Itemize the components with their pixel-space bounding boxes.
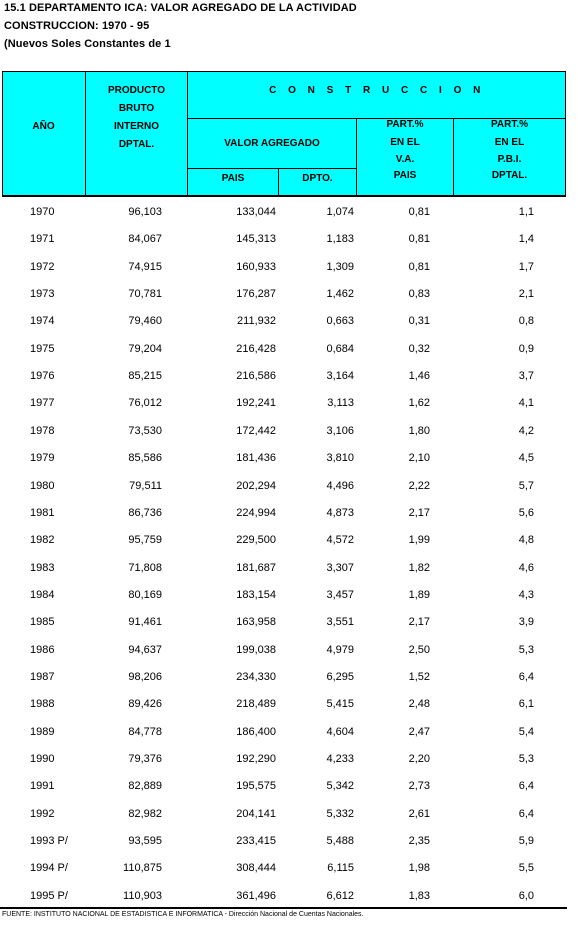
cell-part-va: 2,50 (408, 643, 430, 656)
cell-year: 1979 (30, 452, 55, 465)
header-pbi-line: INTERNO (114, 121, 159, 132)
cell-part-pbi: 2,1 (518, 288, 534, 301)
cell-part-pbi: 5,3 (518, 753, 534, 765)
cell-pais: 199,038 (236, 643, 276, 656)
table-row (0, 254, 578, 281)
table-row (0, 390, 578, 417)
cell-pais: 192,290 (236, 753, 276, 765)
cell-part-pbi: 1,1 (518, 206, 534, 218)
cell-pais: 202,294 (236, 479, 276, 492)
cell-dpto: 4,979 (326, 643, 354, 656)
cell-pais: 204,141 (236, 807, 276, 820)
cell-pais: 163,958 (236, 616, 276, 629)
cell-year: 1988 (30, 698, 55, 711)
cell-part-pbi: 3,9 (518, 616, 534, 629)
header-pbi-line: BRUTO (118, 103, 155, 114)
cell-part-pbi: 5,9 (518, 835, 534, 848)
cell-year: 1989 (30, 725, 55, 738)
cell-year: 1985 (30, 616, 55, 629)
cell-pbi: 79,511 (129, 479, 162, 492)
cell-part-pbi: 4,2 (518, 424, 534, 437)
cell-pais: 216,428 (236, 342, 276, 355)
cell-pbi: 79,376 (128, 753, 162, 765)
table-row (0, 308, 578, 335)
table-row (0, 637, 578, 664)
cell-dpto: 3,457 (326, 588, 354, 601)
cell-part-va: 0,81 (408, 233, 430, 246)
cell-pais: 160,933 (236, 260, 276, 273)
cell-year: 1975 (30, 342, 55, 355)
cell-part-pbi: 1,4 (518, 233, 534, 246)
cell-pbi: 98,206 (128, 670, 162, 683)
cell-pais: 195,575 (236, 780, 276, 793)
cell-pais: 181,436 (236, 452, 276, 465)
table-title: 15.1 DEPARTAMENTO ICA: VALOR AGREGADO DE LA ACTIVIDAD (4, 2, 357, 14)
cell-pbi: 93,595 (128, 835, 162, 848)
cell-part-va: 1,89 (408, 588, 430, 601)
cell-pbi: 80,169 (128, 588, 162, 601)
header-anio: AÑO (32, 121, 55, 132)
cell-year: 1972 (30, 260, 55, 273)
cell-pais: 234,330 (236, 670, 276, 683)
cell-dpto: 1,074 (326, 206, 354, 218)
cell-dpto: 0,684 (326, 342, 354, 355)
cell-pbi: 110,875 (123, 862, 162, 875)
header-part-pbi-line: EN EL (494, 137, 525, 148)
cell-part-pbi: 5,3 (518, 643, 534, 656)
header-pbi-line: PRODUCTO (107, 85, 166, 96)
cell-pais: 181,687 (236, 561, 276, 574)
table-row (0, 226, 578, 253)
table-row (0, 664, 578, 691)
cell-dpto: 4,604 (326, 725, 354, 738)
cell-part-va: 0,81 (408, 206, 430, 218)
header-part-va-line: EN EL (390, 137, 420, 148)
cell-part-va: 1,46 (408, 370, 430, 383)
cell-dpto: 3,106 (326, 424, 354, 437)
cell-year: 1994 P/ (30, 862, 68, 875)
header-dpto: DPTO. (302, 173, 333, 184)
cell-pbi: 82,982 (128, 807, 162, 820)
cell-pais: 361,496 (236, 889, 276, 902)
table-row (0, 555, 578, 582)
cell-part-va: 1,99 (408, 534, 430, 547)
cell-pais: 176,287 (236, 288, 276, 301)
table-row (0, 582, 578, 609)
cell-pais: 308,444 (236, 862, 276, 875)
table-row (0, 445, 578, 472)
cell-dpto: 4,873 (326, 506, 354, 519)
cell-pbi: 89,426 (128, 698, 162, 711)
cell-part-va: 1,62 (408, 397, 430, 410)
cell-pais: 216,586 (236, 370, 276, 383)
cell-part-va: 2,22 (408, 479, 430, 492)
cell-pbi: 70,781 (128, 288, 162, 301)
cell-part-va: 2,35 (408, 835, 430, 848)
table-row (0, 363, 578, 390)
cell-year: 1984 (30, 588, 55, 601)
table-subtitle: CONSTRUCCION: 1970 - 95 (4, 20, 150, 32)
cell-pbi: 74,915 (128, 260, 162, 273)
cell-pbi: 91,461 (128, 616, 162, 629)
cell-pais: 172,442 (236, 424, 276, 437)
cell-year: 1983 (30, 561, 55, 574)
cell-dpto: 0,663 (326, 315, 354, 328)
cell-dpto: 3,551 (326, 616, 354, 629)
cell-year: 1993 P/ (30, 835, 68, 848)
table-row (0, 609, 578, 636)
cell-pbi: 86,736 (128, 506, 162, 519)
cell-dpto: 5,332 (326, 807, 354, 820)
cell-pais: 133,044 (236, 206, 276, 218)
cell-year: 1973 (30, 288, 55, 301)
cell-pbi: 76,012 (128, 397, 162, 410)
table-row (0, 801, 578, 828)
cell-part-va: 1,83 (408, 889, 430, 902)
cell-year: 1987 (30, 670, 55, 683)
cell-part-pbi: 6,4 (518, 780, 534, 793)
cell-year: 1990 (30, 753, 55, 765)
cell-part-pbi: 6,1 (518, 698, 534, 711)
cell-part-pbi: 5,6 (518, 506, 534, 519)
cell-part-va: 1,80 (408, 424, 430, 437)
cell-dpto: 5,488 (326, 835, 354, 848)
cell-part-va: 1,52 (408, 670, 430, 683)
cell-dpto: 1,309 (326, 260, 354, 273)
cell-year: 1986 (30, 643, 55, 656)
table-row (0, 418, 578, 445)
cell-pbi: 82,889 (128, 780, 162, 793)
table-row (0, 527, 578, 554)
cell-part-va: 2,47 (408, 725, 430, 738)
cell-pais: 145,313 (236, 233, 276, 246)
cell-pais: 211,932 (237, 315, 276, 328)
cell-year: 1977 (30, 397, 55, 410)
header-pais: PAIS (221, 173, 245, 184)
cell-part-pbi: 6,4 (518, 807, 534, 820)
cell-part-pbi: 1,7 (518, 260, 534, 273)
cell-part-pbi: 5,5 (518, 862, 534, 875)
cell-pbi: 79,460 (128, 315, 162, 328)
cell-part-pbi: 4,1 (518, 397, 534, 410)
cell-dpto: 6,612 (326, 889, 354, 902)
cell-year: 1980 (30, 479, 55, 492)
header-part-va-line: V.A. (395, 154, 415, 165)
cell-pbi: 110,903 (123, 889, 162, 902)
table-row (0, 336, 578, 363)
cell-part-va: 2,10 (408, 452, 430, 465)
cell-dpto: 4,233 (326, 753, 354, 765)
cell-part-pbi: 5,7 (518, 479, 534, 492)
table-row (0, 691, 578, 718)
header-part-pbi-line: DPTAL. (491, 170, 528, 181)
cell-pbi: 85,215 (128, 370, 162, 383)
table-row (0, 746, 578, 773)
cell-part-va: 0,31 (408, 315, 430, 328)
header-construccion: C O N S T R U C C I O N (269, 85, 485, 96)
cell-pbi: 79,204 (128, 342, 162, 355)
table-row (0, 199, 578, 226)
cell-pais: 183,154 (236, 588, 276, 601)
cell-year: 1992 (30, 807, 55, 820)
cell-part-pbi: 4,8 (518, 534, 534, 547)
table-row (0, 500, 578, 527)
cell-part-va: 2,73 (408, 780, 430, 793)
cell-part-pbi: 4,5 (518, 452, 534, 465)
cell-part-va: 0,81 (408, 260, 430, 273)
cell-dpto: 3,307 (326, 561, 354, 574)
cell-part-pbi: 0,9 (518, 342, 534, 355)
cell-pbi: 95,759 (128, 534, 162, 547)
cell-pbi: 85,586 (128, 452, 162, 465)
cell-dpto: 1,183 (326, 233, 354, 246)
cell-year: 1991 (30, 780, 55, 793)
cell-dpto: 3,810 (326, 452, 354, 465)
cell-part-pbi: 4,6 (518, 561, 534, 574)
cell-pbi: 94,637 (128, 643, 162, 656)
cell-part-va: 2,48 (408, 698, 430, 711)
header-part-va (357, 116, 453, 185)
cell-pbi: 71,808 (128, 561, 162, 574)
cell-year: 1995 P/ (30, 889, 68, 902)
header-valor-agregado: VALOR AGREGADO (224, 138, 320, 149)
cell-dpto: 4,496 (326, 479, 354, 492)
cell-dpto: 6,295 (326, 670, 354, 683)
cell-part-pbi: 6,0 (518, 889, 534, 902)
cell-dpto: 3,113 (327, 397, 354, 410)
cell-year: 1971 (30, 233, 55, 246)
cell-dpto: 5,342 (326, 780, 354, 793)
cell-part-pbi: 4,3 (518, 588, 534, 601)
cell-pbi: 96,103 (128, 206, 162, 218)
table-row (0, 773, 578, 800)
header-part-va-line: PART.% (386, 119, 424, 130)
cell-part-pbi: 5,4 (518, 725, 534, 738)
cell-pais: 186,400 (236, 725, 276, 738)
cell-part-va: 2,20 (408, 753, 430, 765)
table-header (2, 71, 566, 196)
cell-year: 1978 (30, 424, 55, 437)
cell-pbi: 84,778 (128, 725, 162, 738)
cell-part-va: 2,17 (408, 616, 430, 629)
cell-dpto: 6,115 (327, 862, 354, 875)
table-row (0, 828, 578, 855)
cell-year: 1981 (30, 506, 55, 519)
cell-pais: 224,994 (236, 506, 276, 519)
cell-dpto: 4,572 (326, 534, 354, 547)
cell-year: 1976 (30, 370, 55, 383)
cell-pais: 229,500 (236, 534, 276, 547)
table-row (0, 883, 578, 910)
cell-year: 1970 (30, 206, 55, 218)
header-part-pbi (454, 116, 565, 185)
cell-pais: 233,415 (236, 835, 276, 848)
header-part-pbi-line: PART.% (490, 119, 529, 130)
cell-dpto: 3,164 (326, 370, 354, 383)
cell-year: 1982 (30, 534, 55, 547)
table-bottom-border (0, 907, 567, 909)
cell-year: 1974 (30, 315, 55, 328)
cell-part-va: 0,83 (408, 288, 430, 301)
cell-dpto: 1,462 (326, 288, 354, 301)
header-pbi-line: DPTAL. (118, 139, 155, 150)
table-row (0, 855, 578, 882)
table-units: (Nuevos Soles Constantes de 1 (4, 38, 171, 50)
cell-part-pbi: 3,7 (518, 370, 534, 383)
cell-part-pbi: 6,4 (518, 670, 534, 683)
header-pbi (86, 82, 187, 154)
cell-part-va: 1,98 (408, 862, 430, 875)
source-note: FUENTE: INSTITUTO NACIONAL DE ESTADISTICA E INFORMATICA - Dirección Nacional de Cuentas Nacionales. (2, 911, 364, 918)
cell-dpto: 5,415 (326, 698, 354, 711)
table-row (0, 281, 578, 308)
cell-part-va: 2,17 (408, 506, 430, 519)
cell-part-va: 1,82 (408, 561, 430, 574)
cell-pais: 218,489 (236, 698, 276, 711)
cell-part-va: 0,32 (408, 342, 430, 355)
cell-pbi: 73,530 (128, 424, 162, 437)
header-part-pbi-line: P.B.I. (497, 154, 522, 165)
table-row (0, 719, 578, 746)
table-row (0, 473, 578, 500)
cell-part-va: 2,61 (408, 807, 430, 820)
cell-part-pbi: 0,8 (518, 315, 534, 328)
cell-pais: 192,241 (236, 397, 276, 410)
header-part-va-line: PAIS (393, 170, 417, 181)
cell-pbi: 84,067 (128, 233, 162, 246)
